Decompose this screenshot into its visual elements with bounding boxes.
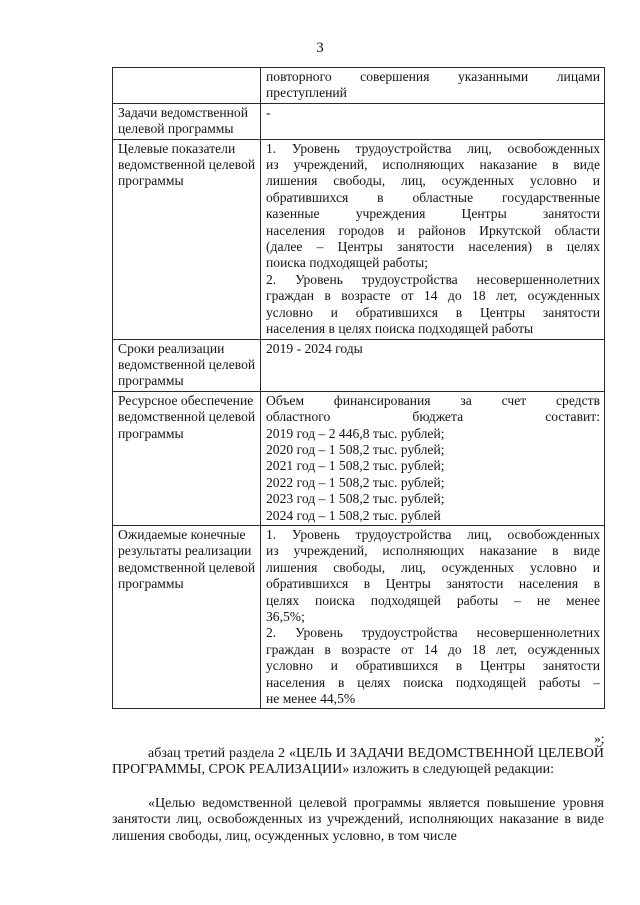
table-row — [113, 525, 605, 708]
value-line: 2022 год – 1 508,2 тыс. рублей; — [266, 474, 445, 490]
value-line: поиска подходящей работы; — [266, 255, 429, 271]
row-value — [261, 391, 605, 525]
paragraph-amendment: абзац третий раздела 2 «ЦЕЛЬ И ЗАДАЧИ ВЕДОМСТВЕННОЙ ЦЕЛЕВОЙ ПРОГРАММЫ, СРОК РЕАЛИЗАЦИИ» изложить в следующей редакции: — [112, 746, 604, 778]
value-line: целях поиска подходящей работы – не менее — [266, 592, 600, 608]
row-label: Задачи ведомственной целевой программы — [113, 103, 261, 139]
value-line: граждан в возрасте от 14 до 18 лет, осужденных — [266, 288, 600, 304]
value-line: преступлений — [266, 85, 347, 101]
row-label: Ожидаемые конечные результаты реализации ведомственной целевой программы — [113, 525, 261, 708]
value-line: 2. Уровень трудоустройства несовершеннолетних — [266, 625, 600, 641]
value-line: казенные учреждения Центры занятости — [266, 206, 600, 222]
row-label: Ресурсное обеспечение ведомственной целевой программы — [113, 391, 261, 525]
value-line: 2024 год – 1 508,2 тыс. рублей — [266, 507, 441, 523]
row-value — [261, 525, 605, 708]
value-line: обратившихся в областные государственные — [266, 189, 600, 205]
value-line: населения городов и районов Иркутской области — [266, 222, 600, 238]
value-line: 1. Уровень трудоустройства лиц, освобожденных — [266, 526, 600, 542]
value-line: 2019 - 2024 годы — [266, 340, 363, 356]
value-line: обратившихся в Центры занятости населения в — [266, 576, 600, 592]
row-value — [261, 103, 605, 139]
paragraph-goal: «Целью ведомственной целевой программы является повышение уровня занятости лиц, освобожденных из учреждений, исполняющих наказание в виде лишения свободы, лиц, осужденных условно, в том числе — [112, 796, 604, 844]
value-line: граждан в возрасте от 14 до 18 лет, осужденных — [266, 641, 600, 657]
table-row — [113, 339, 605, 391]
value-line: 36,5%; — [266, 609, 305, 624]
value-line: условно и обратившихся в Центры занятости — [266, 304, 600, 320]
value-line: - — [266, 104, 271, 120]
closing-quote-mark: »; — [594, 731, 605, 746]
table-row — [113, 103, 605, 139]
value-line: областного бюджета составит: — [266, 409, 600, 425]
page-number: 3 — [316, 40, 324, 56]
value-line: лишения свободы, лиц, осужденных условно и — [266, 559, 600, 575]
row-value — [261, 68, 605, 104]
row-value — [261, 339, 605, 391]
value-line: 2020 год – 1 508,2 тыс. рублей; — [266, 441, 445, 457]
value-line: условно и обратившихся в Центры занятости — [266, 658, 600, 674]
value-line: 2021 год – 1 508,2 тыс. рублей; — [266, 458, 445, 474]
row-label: Сроки реализации ведомственной целевой программы — [113, 339, 261, 391]
row-label: Целевые показатели ведомственной целевой программы — [113, 139, 261, 339]
row-label — [113, 68, 261, 104]
value-line: 2023 год – 1 508,2 тыс. рублей; — [266, 491, 445, 507]
table-row — [113, 391, 605, 525]
value-line: не менее 44,5% — [266, 691, 356, 707]
value-line: 2. Уровень трудоустройства несовершеннолетних — [266, 271, 600, 287]
value-line: из учреждений, исполняющих наказание в виде — [266, 543, 600, 559]
value-line: населения в целях поиска подходящей работы – — [266, 674, 600, 690]
program-passport-table — [112, 67, 605, 709]
row-value — [261, 139, 605, 339]
value-line: 1. Уровень трудоустройства лиц, освобожденных — [266, 140, 600, 156]
value-line: из учреждений, исполняющих наказание в виде — [266, 157, 600, 173]
value-line: лишения свободы, лиц, осужденных условно и — [266, 173, 600, 189]
table-body — [113, 68, 605, 709]
table-row — [113, 139, 605, 339]
value-line: Объем финансирования за счет средств — [266, 392, 600, 408]
value-line: повторного совершения указанными лицами — [266, 69, 600, 84]
value-line: 2019 год – 2 446,8 тыс. рублей; — [266, 425, 445, 441]
table-row — [113, 68, 605, 104]
value-line: населения в целях поиска подходящей работы — [266, 321, 534, 337]
value-line: (далее – Центры занятости населения) в целях — [266, 239, 600, 255]
